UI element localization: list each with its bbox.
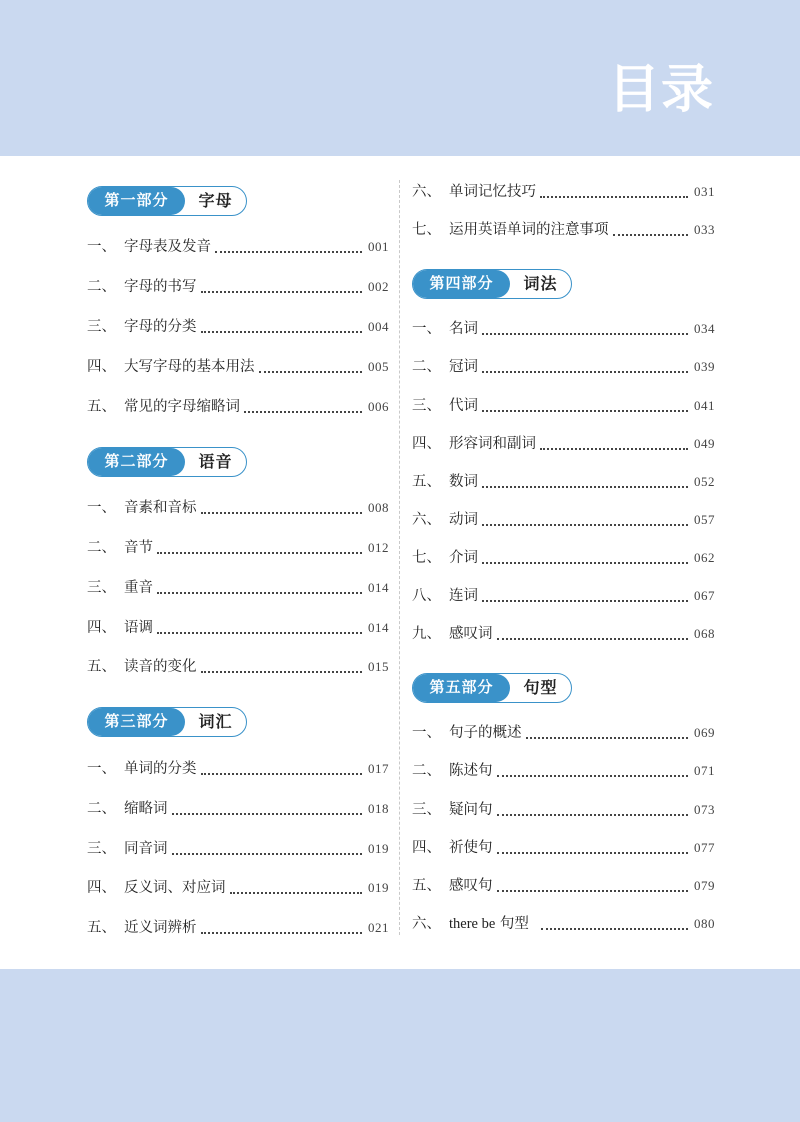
entry-number: 五、 — [412, 878, 441, 894]
toc-entry[interactable] — [87, 397, 389, 417]
entry-title: 运用英语单词的注意事项 — [449, 222, 609, 238]
entry-number: 六、 — [412, 916, 441, 932]
entry-title: 字母的书写 — [124, 279, 197, 295]
leader-dots — [497, 890, 689, 892]
entry-title: 常见的字母缩略词 — [124, 399, 240, 415]
entry-number: 三、 — [87, 580, 116, 596]
leader-dots — [172, 853, 363, 855]
entry-title — [449, 914, 529, 934]
entry-number: 二、 — [412, 763, 441, 779]
entry-title: 陈述句 — [449, 763, 493, 779]
section-part-label: 第四部分 — [413, 270, 510, 298]
leader-dots — [482, 371, 688, 373]
entry-page: 033 — [694, 222, 715, 237]
leader-dots — [157, 552, 362, 554]
toc-entry[interactable] — [412, 319, 715, 339]
section-header-part3[interactable] — [87, 707, 247, 737]
toc-entry[interactable] — [412, 396, 715, 416]
entry-page: 018 — [368, 801, 389, 816]
section-name: 词法 — [523, 274, 558, 293]
toc-entry[interactable] — [412, 723, 715, 743]
entry-page: 077 — [694, 840, 715, 855]
section-part-label: 第五部分 — [413, 674, 510, 702]
entry-title: 句子的概述 — [449, 725, 522, 741]
leader-dots — [201, 331, 363, 333]
entry-title: 祈使句 — [449, 840, 493, 856]
toc-entry[interactable] — [412, 624, 715, 644]
entry-number: 一、 — [87, 500, 116, 516]
leader-dots — [201, 671, 363, 673]
entry-title: 字母的分类 — [124, 319, 197, 335]
entry-page: 004 — [368, 319, 389, 334]
entry-number: 四、 — [87, 620, 116, 636]
leader-dots — [201, 291, 363, 293]
toc-entry[interactable] — [87, 317, 389, 337]
leader-dots — [157, 592, 362, 594]
toc-entry[interactable] — [412, 220, 715, 240]
entry-title: 感叹词 — [449, 626, 493, 642]
entry-title: 同音词 — [124, 841, 168, 857]
entry-number: 五、 — [412, 474, 441, 490]
toc-entry[interactable] — [87, 918, 389, 938]
entry-page: 001 — [368, 239, 389, 254]
entry-page: 052 — [694, 474, 715, 489]
leader-dots — [201, 932, 363, 934]
entry-page: 039 — [694, 359, 715, 374]
entry-number: 二、 — [87, 801, 116, 817]
entry-page: 079 — [694, 878, 715, 893]
leader-dots — [540, 448, 688, 450]
entry-number: 四、 — [412, 840, 441, 856]
entry-number: 一、 — [412, 321, 441, 337]
section-part-label: 第二部分 — [88, 448, 185, 476]
toc-entry[interactable] — [87, 538, 389, 558]
entry-number: 二、 — [412, 359, 441, 375]
leader-dots — [230, 892, 363, 894]
entry-page: 031 — [694, 184, 715, 199]
leader-dots — [482, 333, 688, 335]
entry-page: 005 — [368, 359, 389, 374]
entry-number: 三、 — [412, 802, 441, 818]
toc-entry[interactable] — [87, 759, 389, 779]
section-header-part1[interactable] — [87, 186, 247, 216]
leader-dots — [497, 775, 689, 777]
leader-dots — [259, 371, 363, 373]
leader-dots — [540, 196, 688, 198]
entry-page: 002 — [368, 279, 389, 294]
entry-title: 反义词、对应词 — [124, 880, 226, 896]
entry-number: 一、 — [412, 725, 441, 741]
toc-entry[interactable] — [412, 761, 715, 781]
toc-entry[interactable] — [87, 657, 389, 677]
section-part-label: 第一部分 — [88, 187, 185, 215]
leader-dots — [201, 512, 363, 514]
entry-page: 008 — [368, 500, 389, 515]
entry-number: 二、 — [87, 279, 116, 295]
toc-entry[interactable] — [87, 799, 389, 819]
toc-entry[interactable] — [87, 237, 389, 257]
entry-title: 字母表及发音 — [124, 239, 211, 255]
entry-page: 006 — [368, 399, 389, 414]
leader-dots — [482, 562, 688, 564]
leader-dots — [172, 813, 363, 815]
entry-page: 019 — [368, 841, 389, 856]
toc-entry[interactable] — [412, 548, 715, 568]
leader-dots — [497, 852, 689, 854]
leader-dots — [215, 251, 362, 253]
leader-dots — [482, 600, 688, 602]
entry-title-chinese: 句型 — [499, 916, 529, 932]
entry-title: 数词 — [449, 474, 478, 490]
toc-entry[interactable] — [412, 838, 715, 858]
entry-page: 021 — [368, 920, 389, 935]
entry-title: 读音的变化 — [124, 659, 197, 675]
section-name: 语音 — [198, 452, 233, 471]
toc-entry[interactable] — [412, 434, 715, 454]
entry-page: 017 — [368, 761, 389, 776]
entry-page: 034 — [694, 321, 715, 336]
leader-dots — [497, 814, 689, 816]
entry-page: 080 — [694, 916, 715, 931]
section-header-part2[interactable] — [87, 447, 247, 477]
entry-number: 五、 — [87, 399, 116, 415]
entry-number: 五、 — [87, 920, 116, 936]
entry-number: 四、 — [87, 880, 116, 896]
footer-band — [0, 969, 800, 1122]
toc-entry[interactable] — [412, 182, 715, 202]
entry-title: 动词 — [449, 512, 478, 528]
entry-number: 七、 — [412, 550, 441, 566]
toc-entry[interactable] — [87, 878, 389, 898]
entry-title: 近义词辨析 — [124, 920, 197, 936]
entry-page: 019 — [368, 880, 389, 895]
leader-dots — [482, 486, 688, 488]
entry-page: 012 — [368, 540, 389, 555]
entry-page: 067 — [694, 588, 715, 603]
entry-number: 三、 — [87, 319, 116, 335]
entry-number: 三、 — [412, 398, 441, 414]
leader-dots — [526, 737, 689, 739]
section-name: 词汇 — [198, 712, 233, 731]
section-name: 句型 — [523, 678, 558, 697]
entry-number: 五、 — [87, 659, 116, 675]
entry-page: 049 — [694, 436, 715, 451]
entry-title: 连词 — [449, 588, 478, 604]
entry-title: 语调 — [124, 620, 153, 636]
leader-dots — [482, 410, 688, 412]
leader-dots — [613, 234, 689, 236]
entry-page: 071 — [694, 763, 715, 778]
leader-dots — [482, 524, 688, 526]
entry-page: 014 — [368, 620, 389, 635]
entry-page: 041 — [694, 398, 715, 413]
column-divider — [399, 180, 400, 935]
toc-entry[interactable] — [412, 914, 715, 934]
entry-page: 069 — [694, 725, 715, 740]
entry-number: 八、 — [412, 588, 441, 604]
entry-title: 重音 — [124, 580, 153, 596]
entry-title: 形容词和副词 — [449, 436, 536, 452]
entry-page: 015 — [368, 659, 389, 674]
entry-number: 七、 — [412, 222, 441, 238]
section-header-part4[interactable] — [412, 269, 572, 299]
toc-entry[interactable] — [412, 472, 715, 492]
entry-number: 四、 — [87, 359, 116, 375]
entry-number: 六、 — [412, 184, 441, 200]
leader-dots — [497, 638, 689, 640]
entry-number: 三、 — [87, 841, 116, 857]
entry-title: 音素和音标 — [124, 500, 197, 516]
toc-entry[interactable] — [412, 876, 715, 896]
section-header-part5[interactable] — [412, 673, 572, 703]
entry-title: 音节 — [124, 540, 153, 556]
toc-entry[interactable] — [87, 357, 389, 377]
toc-entry[interactable] — [87, 498, 389, 518]
section-name: 字母 — [198, 191, 233, 210]
toc-entry[interactable] — [412, 586, 715, 606]
entry-title: 代词 — [449, 398, 478, 414]
entry-title: 名词 — [449, 321, 478, 337]
page-title: 目录 — [608, 60, 715, 120]
toc-entry[interactable] — [412, 510, 715, 530]
entry-page: 068 — [694, 626, 715, 641]
section-part-label: 第三部分 — [88, 708, 185, 736]
entry-page: 057 — [694, 512, 715, 527]
leader-dots — [244, 411, 362, 413]
entry-title: 单词的分类 — [124, 761, 197, 777]
toc-entry[interactable] — [412, 800, 715, 820]
entry-page: 062 — [694, 550, 715, 565]
entry-title: 冠词 — [449, 359, 478, 375]
toc-entry[interactable] — [87, 578, 389, 598]
entry-title: 疑问句 — [449, 802, 493, 818]
entry-title: 大写字母的基本用法 — [124, 359, 255, 375]
entry-title-english: there be — [449, 916, 496, 932]
leader-dots — [201, 773, 363, 775]
toc-entry[interactable] — [87, 618, 389, 638]
leader-dots — [541, 928, 688, 930]
leader-dots — [157, 632, 362, 634]
entry-title: 缩略词 — [124, 801, 168, 817]
toc-entry[interactable] — [412, 357, 715, 377]
toc-entry[interactable] — [87, 839, 389, 859]
entry-page: 073 — [694, 802, 715, 817]
entry-page: 014 — [368, 580, 389, 595]
entry-number: 一、 — [87, 761, 116, 777]
entry-number: 二、 — [87, 540, 116, 556]
entry-number: 六、 — [412, 512, 441, 528]
entry-number: 四、 — [412, 436, 441, 452]
entry-number: 一、 — [87, 239, 116, 255]
toc-entry[interactable] — [87, 277, 389, 297]
entry-title: 单词记忆技巧 — [449, 184, 536, 200]
entry-number: 九、 — [412, 626, 441, 642]
entry-title: 感叹句 — [449, 878, 493, 894]
entry-title: 介词 — [449, 550, 478, 566]
